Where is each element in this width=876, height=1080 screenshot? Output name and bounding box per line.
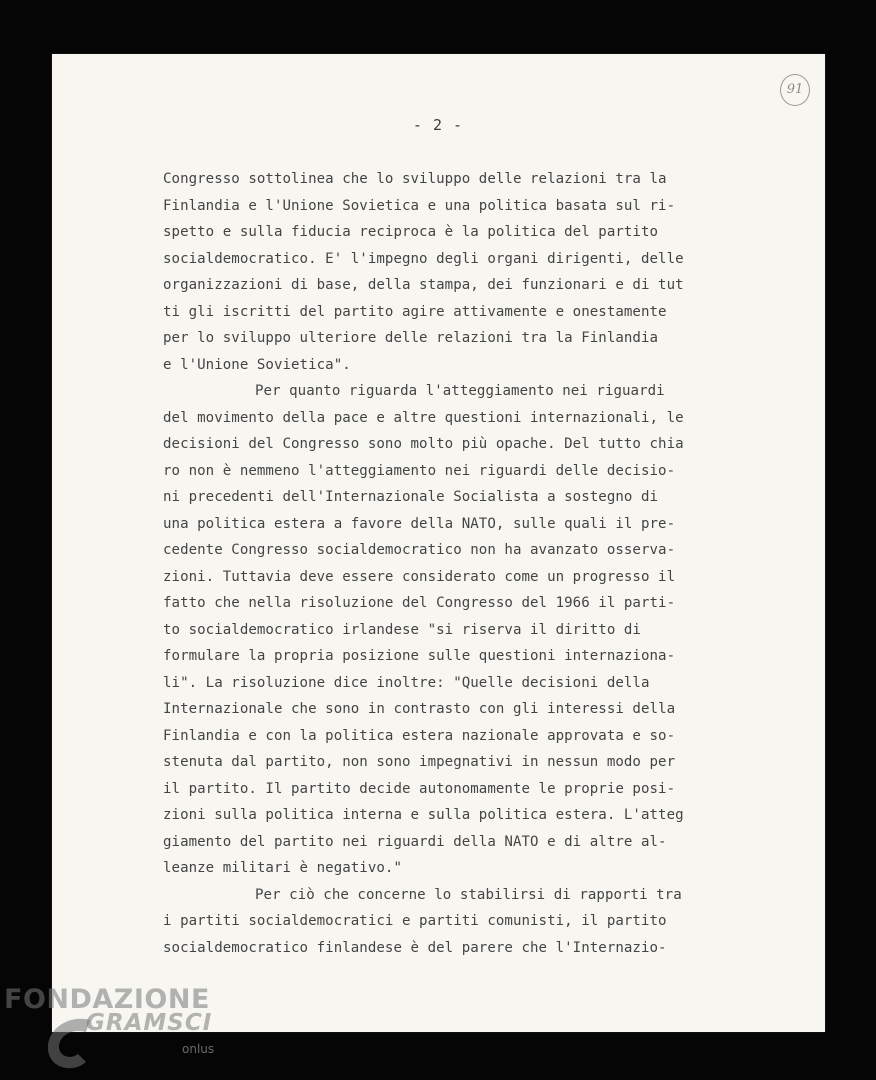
text-line: il partito. Il partito decide autonomamente le proprie posi- [163, 780, 676, 797]
text-line: decisioni del Congresso sono molto più opache. Del tutto chia [163, 436, 684, 452]
text-line: leanze militari è negativo." [163, 860, 402, 876]
text-line: li". La risoluzione dice inoltre: "Quelle decisioni della [163, 674, 650, 691]
handwritten-folio-number: 91 [780, 74, 810, 106]
paragraph-start-line: Per quanto riguarda l'atteggiamento nei riguardi [255, 383, 665, 399]
text-line: organizzazioni di base, della stampa, dei funzionari e di tut [163, 277, 684, 293]
text-line: per lo sviluppo ulteriore delle relazioni tra la Finlandia [163, 330, 659, 346]
text-line: ni precedenti dell'Internazionale Socialista a sostegno di [163, 489, 659, 505]
text-line: Finlandia e con la politica estera nazionale approvata e so- [163, 727, 676, 744]
text-line: formulare la propria posizione sulle questioni internaziona- [163, 648, 676, 664]
watermark-fondazione-text: FONDAZIONE [4, 984, 210, 1015]
document-body [163, 166, 723, 961]
text-line: Internazionale che sono in contrasto con gli interessi della [163, 701, 676, 717]
page-number: - 2 - [412, 116, 464, 134]
text-line: del movimento della pace e altre questioni internazionali, le [163, 409, 684, 426]
text-line: socialdemocratico finlandese è del parere che l'Internazio- [163, 939, 667, 956]
text-line: ti gli iscritti del partito agire attivamente e onestamente [163, 303, 667, 320]
text-line: to socialdemocratico irlandese "si riserva il diritto di [163, 621, 641, 638]
text-line: zioni sulla politica interna e sulla politica estera. L'atteg [163, 807, 684, 823]
text-line: e l'Unione Sovietica". [163, 356, 351, 373]
text-line: socialdemocratico. E' l'impegno degli organi dirigenti, delle [163, 250, 684, 267]
text-line: Congresso sottolinea che lo sviluppo delle relazioni tra la [163, 171, 667, 187]
text-line: ro non è nemmeno l'atteggiamento nei riguardi delle decisio- [163, 462, 676, 479]
text-line: una politica estera a favore della NATO, sulle quali il pre- [163, 515, 676, 532]
text-line: stenuta dal partito, non sono impegnativi in nessun modo per [163, 754, 676, 770]
text-line: cedente Congresso socialdemocratico non ha avanzato osserva- [163, 542, 676, 558]
text-line: zioni. Tuttavia deve essere considerato come un progresso il [163, 568, 676, 585]
text-line: spetto e sulla fiducia reciproca è la politica del partito [163, 224, 659, 240]
paragraph-start-line: Per ciò che concerne lo stabilirsi di rapporti tra [255, 886, 682, 903]
fondazione-gramsci-watermark [4, 984, 234, 1074]
watermark-gramsci-text: GRAMSCI [86, 1010, 213, 1036]
text-line: giamento del partito nei riguardi della NATO e di altre al- [163, 833, 667, 850]
text-line: fatto che nella risoluzione del Congresso del 1966 il parti- [163, 595, 676, 611]
text-line: i partiti socialdemocratici e partiti comunisti, il partito [163, 913, 667, 929]
watermark-onlus-text: onlus [182, 1042, 215, 1056]
text-line: Finlandia e l'Unione Sovietica e una politica basata sul ri- [163, 197, 676, 214]
